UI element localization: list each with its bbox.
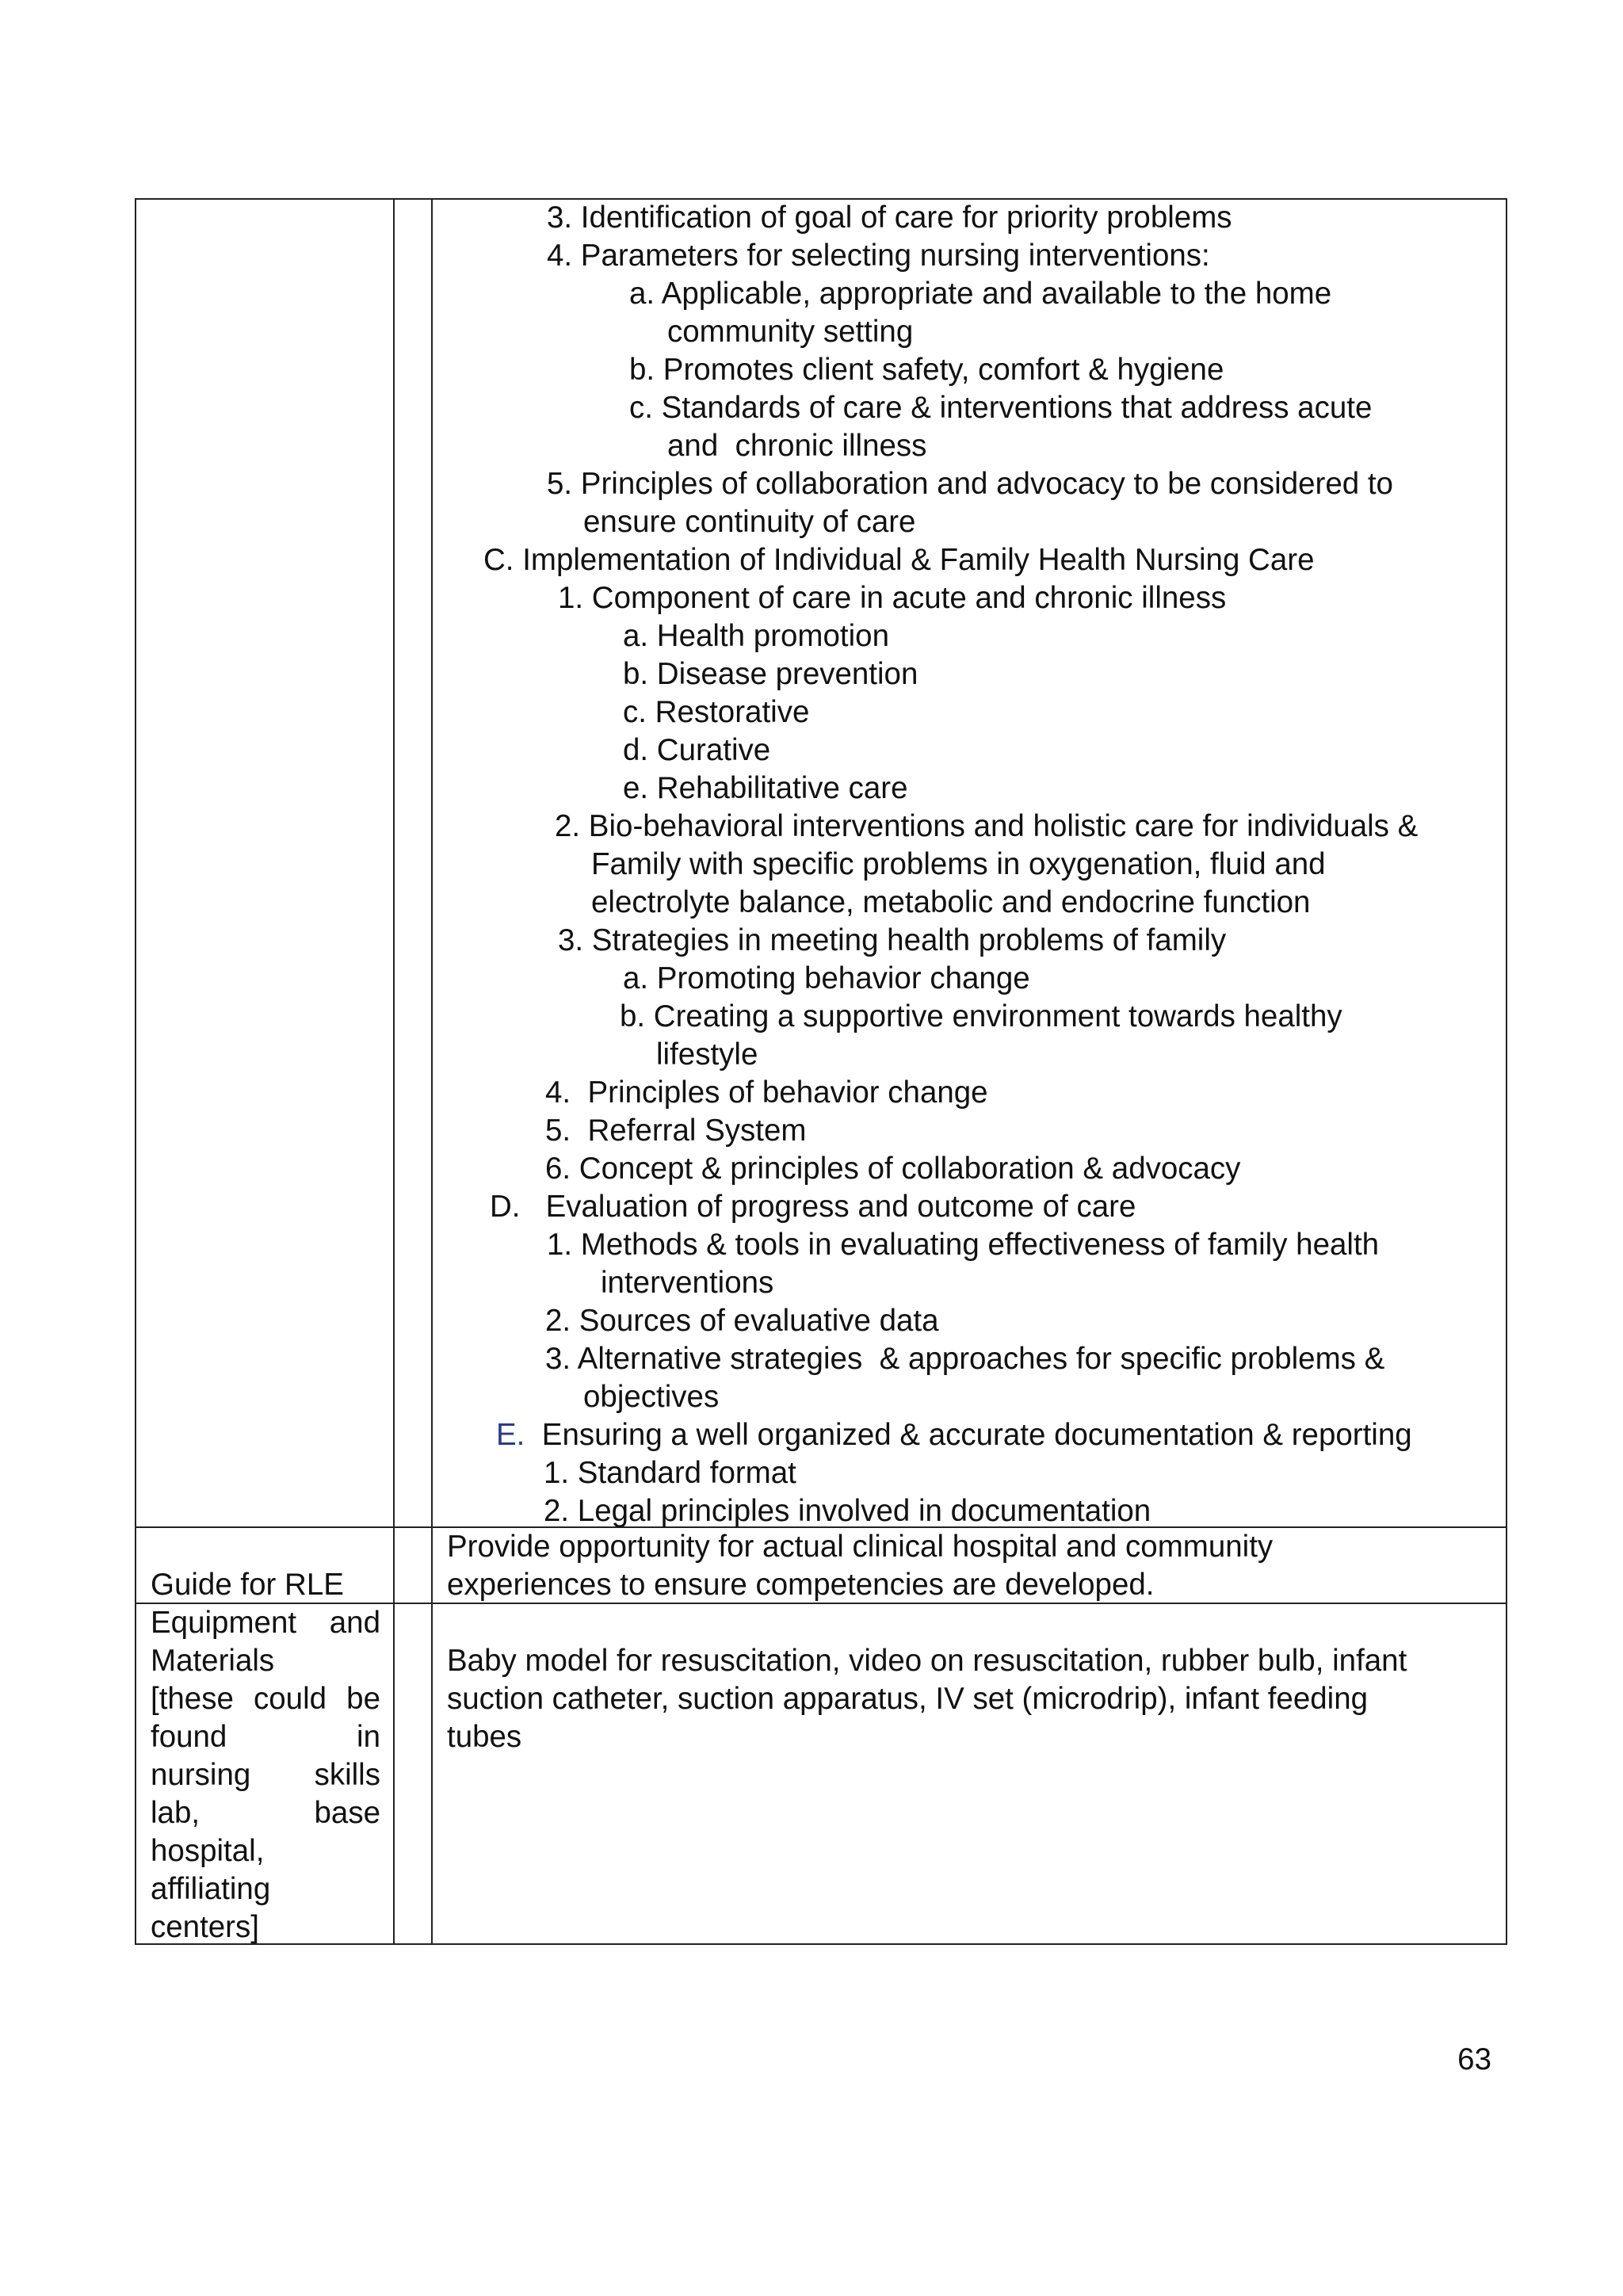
outline-line: objectives [583,1380,720,1414]
outline-line: 3. Identification of goal of care for priority problems [547,201,1232,235]
outline-line: b. Creating a supportive environment towards healthy [620,999,1342,1033]
equipment-label-word: base [314,1796,380,1830]
equipment-label-word: lab, [151,1796,200,1830]
outline-line: 2. Sources of evaluative data [545,1304,939,1338]
equipment-label-word: found [151,1720,227,1754]
outline-line: 1. Component of care in acute and chronic illness [558,581,1227,615]
equipment-label-line: affiliating [151,1872,271,1906]
table-left-border [135,198,136,1945]
outline-line: ensure continuity of care [583,505,916,539]
outline-line: 4. Parameters for selecting nursing interventions: [547,239,1210,273]
equipment-label-line [151,1756,380,1794]
outline-line: 1. Standard format [544,1456,796,1490]
equipment-label-line [151,1680,380,1718]
column-divider-1 [393,198,395,1945]
outline-line: 6. Concept & principles of collaboration & advocacy [545,1152,1241,1186]
equipment-label-word: skills [314,1758,380,1792]
equipment-label-word: [these [151,1682,234,1716]
equipment-label-word: in [357,1720,380,1754]
outline-line: D. Evaluation of progress and outcome of care [490,1190,1136,1224]
equipment-line-1: Baby model for resuscitation, video on resuscitation, rubber bulb, infant [447,1644,1407,1678]
outline-line [496,1416,1412,1454]
outline-line: a. Applicable, appropriate and available to the home [629,277,1332,311]
equipment-line-3: tubes [447,1720,522,1754]
table-right-border [1506,198,1507,1945]
equipment-label-line: hospital, [151,1834,265,1868]
outline-line: and chronic illness [667,429,927,463]
equipment-label-line [151,1718,380,1756]
equipment-label-word: could [254,1682,327,1716]
outline-text: Ensuring a well organized & accurate documentation & reporting [525,1418,1412,1452]
equipment-label-word: Equipment [151,1606,297,1640]
outline-line: 2. Legal principles involved in documentation [544,1494,1151,1528]
outline-line: 3. Alternative strategies & approaches for specific problems & [545,1342,1385,1376]
outline-line: d. Curative [623,733,771,767]
outline-marker: E. [496,1418,525,1452]
outline-line: 4. Principles of behavior change [545,1075,988,1110]
equipment-label-line [151,1794,380,1832]
equipment-label-word: and [329,1606,380,1640]
outline-line: c. Restorative [623,695,810,729]
equipment-label-word: be [346,1682,380,1716]
guide-line-1: Provide opportunity for actual clinical hospital and community [447,1530,1274,1564]
column-divider-2 [431,198,433,1945]
outline-line: a. Promoting behavior change [623,961,1030,995]
equipment-line-2: suction catheter, suction apparatus, IV set (microdrip), infant feeding [447,1682,1369,1716]
outline-line: interventions [601,1266,774,1300]
equipment-label-word: nursing [151,1758,251,1792]
outline-line: c. Standards of care & interventions that address acute [629,391,1373,425]
outline-line: C. Implementation of Individual & Family Health Nursing Care [483,543,1315,577]
outline-line: 3. Strategies in meeting health problems of family [558,923,1227,957]
equipment-label-line [151,1604,380,1642]
outline-line: 5. Referral System [545,1114,807,1148]
outline-line: 5. Principles of collaboration and advocacy to be considered to [547,467,1393,501]
outline-line: 2. Bio-behavioral interventions and holistic care for individuals & [555,809,1419,843]
outline-line: 1. Methods & tools in evaluating effectiveness of family health [547,1228,1380,1262]
page-number: 63 [1457,2042,1491,2076]
outline-line: a. Health promotion [623,619,889,653]
outline-line: lifestyle [656,1037,758,1072]
guide-label: Guide for RLE [151,1568,344,1602]
equipment-label-line: centers] [151,1910,259,1944]
outline-line: Family with specific problems in oxygenation, fluid and [591,847,1326,881]
table-bottom-border [135,1943,1507,1945]
outline-line: e. Rehabilitative care [623,771,908,805]
outline-line: community setting [667,315,914,349]
outline-line: b. Disease prevention [623,657,918,691]
outline-line: electrolyte balance, metabolic and endocrine function [591,885,1311,919]
guide-line-2: experiences to ensure competencies are developed. [447,1568,1155,1602]
outline-line: b. Promotes client safety, comfort & hygiene [629,353,1224,387]
equipment-label-line: Materials [151,1644,275,1678]
